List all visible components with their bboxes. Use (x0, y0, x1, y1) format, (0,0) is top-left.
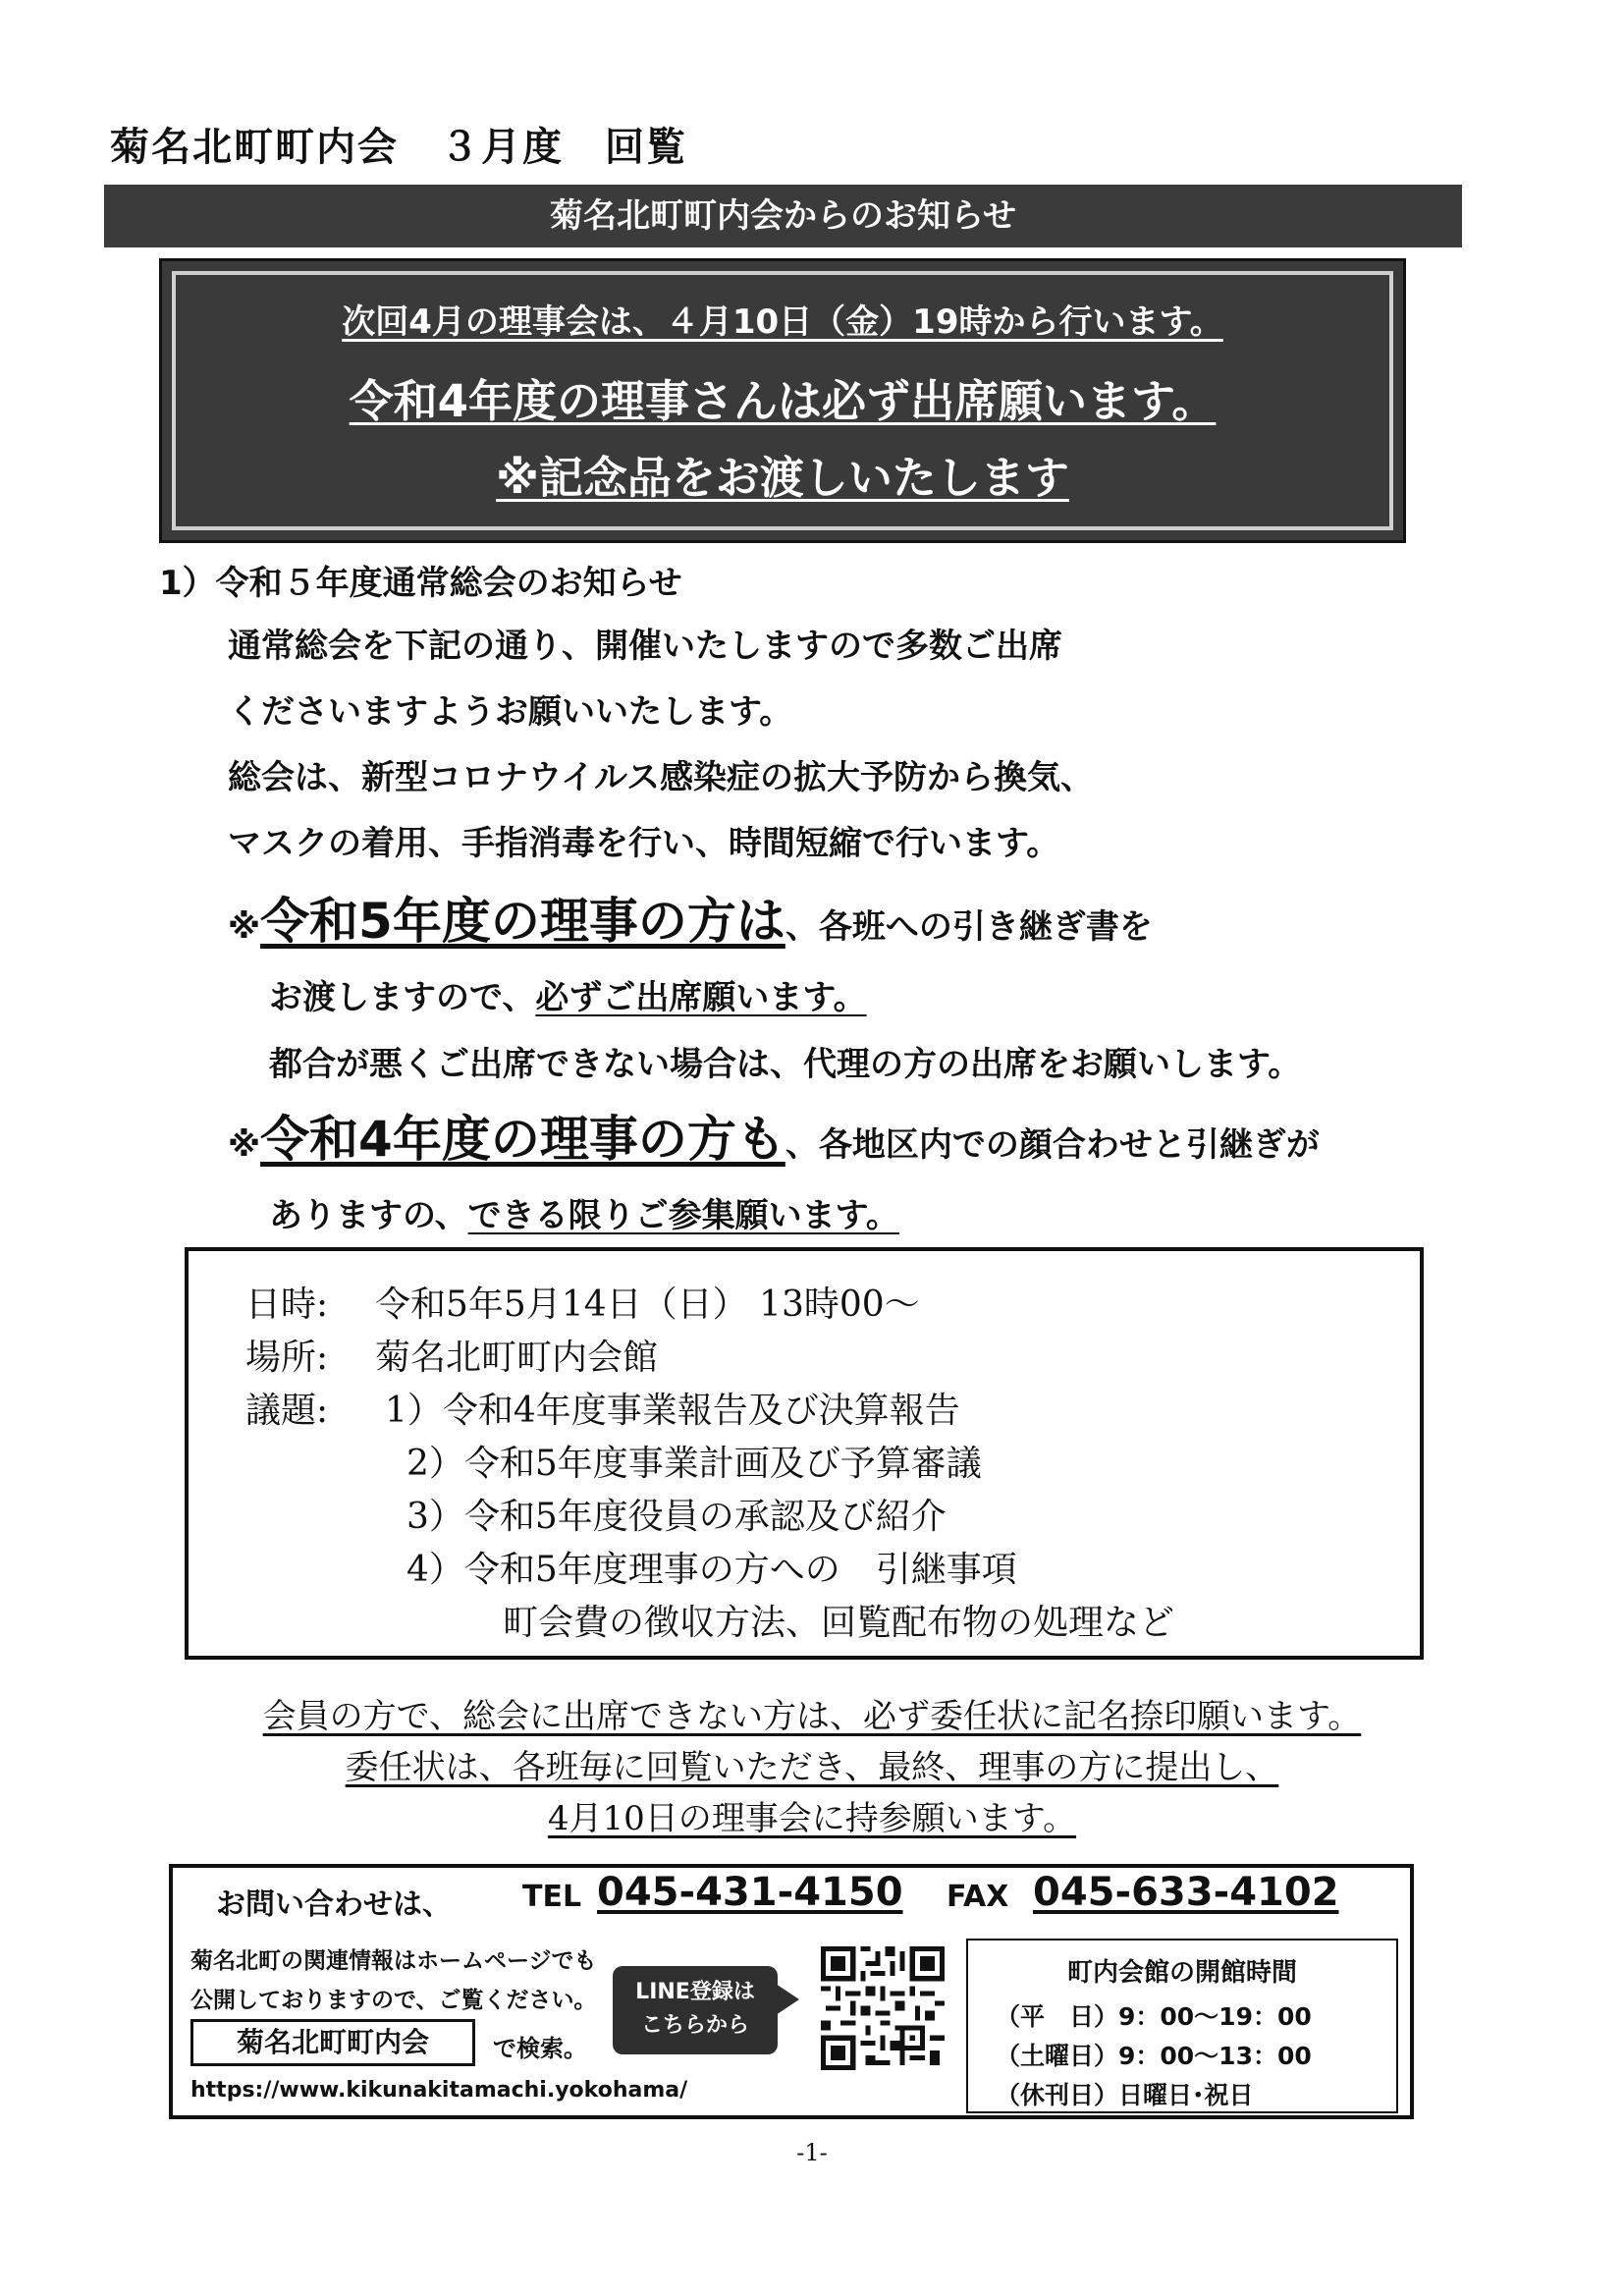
page-number: -1- (796, 2139, 828, 2166)
agenda-item: 2）令和5年度事業計画及び予算審議 (406, 1444, 982, 1484)
announcement-banner: 菊名北町町内会からのお知らせ (104, 185, 1462, 247)
paragraph-line: 総会は、新型コロナウイルス感染症の拡大予防から換気、 (228, 758, 1094, 797)
hours-closed: （休刊日）日曜日･祝日 (996, 2081, 1254, 2109)
fax-label: FAX (947, 1880, 1009, 1914)
agenda-item: 3）令和5年度役員の承認及び紹介 (406, 1497, 947, 1537)
hall-hours-box (966, 1939, 1398, 2113)
date-label: 日時: (245, 1285, 329, 1325)
qr-code-icon[interactable] (821, 1946, 945, 2070)
agenda-item: 4）令和5年度理事の方への 引継事項 (406, 1550, 1017, 1590)
search-term-box: 菊名北町町内会 (190, 2019, 475, 2066)
hours-saturday: （土曜日）9：00～13：00 (996, 2042, 1312, 2070)
homepage-info-1: 菊名北町の関連情報はホームページでも (190, 1948, 597, 1974)
inquiry-label: お問い合わせは、 (216, 1887, 452, 1922)
line-button-label-1: LINE登録は (635, 1980, 755, 2004)
note-2023-line-2: お渡しますので、必ずご出席願います。 (269, 978, 867, 1017)
proxy-notice-line-2: 委任状は、各班毎に回覧いただき、最終、理事の方に提出し、 (345, 1748, 1279, 1787)
proxy-notice-line-1: 会員の方で、総会に出席できない方は、必ず委任状に記名捺印願います。 (262, 1697, 1362, 1736)
meeting-details-box (185, 1247, 1424, 1660)
hall-hours-title: 町内会館の開館時間 (1066, 1958, 1297, 1988)
note-2022-directors: ※令和4年度の理事の方も、各地区内での顔合わせと引継ぎが (228, 1111, 1320, 1168)
fax-number: 045-633-4102 (1033, 1870, 1339, 1915)
place-value: 菊名北町町内会館 (375, 1338, 659, 1378)
board-meeting-notice (162, 261, 1403, 540)
agenda-item-detail: 町会費の徴収方法、回覧配布物の処理など (503, 1603, 1175, 1643)
line-button-label-2: こちらから (640, 2013, 749, 2038)
tel-label: TEL (522, 1880, 582, 1914)
section-heading: 1）令和５年度通常総会のお知らせ (159, 564, 682, 603)
note-2023-directors: ※令和5年度の理事の方は、各班への引き継ぎ書を (228, 893, 1153, 950)
contact-box (169, 1864, 1414, 2119)
date-value: 令和5年5月14日（日） 13時00～ (375, 1285, 920, 1325)
notice-line-1: 次回4月の理事会は、４月10日（金）19時から行います。 (342, 302, 1223, 342)
proxy-notice-line-3: 4月10日の理事会に持参願います。 (547, 1799, 1077, 1838)
paragraph-line: くださいますようお願いいたします。 (228, 692, 793, 732)
homepage-info-2: 公開しておりますので、ご覧ください。 (190, 1988, 597, 2013)
notice-line-3: ※記念品をお渡しいたします (496, 452, 1069, 504)
topic-label: 議題: (245, 1391, 329, 1431)
notice-inner-frame (172, 271, 1393, 530)
hours-weekday: （平 日）9：00～19：00 (996, 2002, 1312, 2031)
paragraph-line: 通常総会を下記の通り、開催いたしますので多数ご出席 (228, 627, 1062, 666)
agenda-item: 1）令和4年度事業報告及び決算報告 (385, 1391, 960, 1431)
line-register-button[interactable] (613, 1966, 778, 2054)
homepage-url[interactable]: https://www.kikunakitamachi.yokohama/ (190, 2078, 688, 2103)
page-title: 菊名北町町内会 ３月度 回覧 (110, 125, 687, 170)
tel-number[interactable]: 045-431-4150 (597, 1870, 903, 1915)
note-2022-line-2: ありますの、できる限りご参集願います。 (269, 1196, 899, 1235)
paragraph-line: マスクの着用、手指消毒を行い、時間短縮で行います。 (228, 824, 1060, 863)
place-label: 場所: (245, 1338, 329, 1378)
note-2023-line-3: 都合が悪くご出席できない場合は、代理の方の出席をお願いします。 (269, 1045, 1302, 1084)
notice-line-2: 令和4年度の理事さんは必ず出席願います。 (349, 375, 1217, 427)
search-suffix: で検索。 (493, 2035, 587, 2062)
